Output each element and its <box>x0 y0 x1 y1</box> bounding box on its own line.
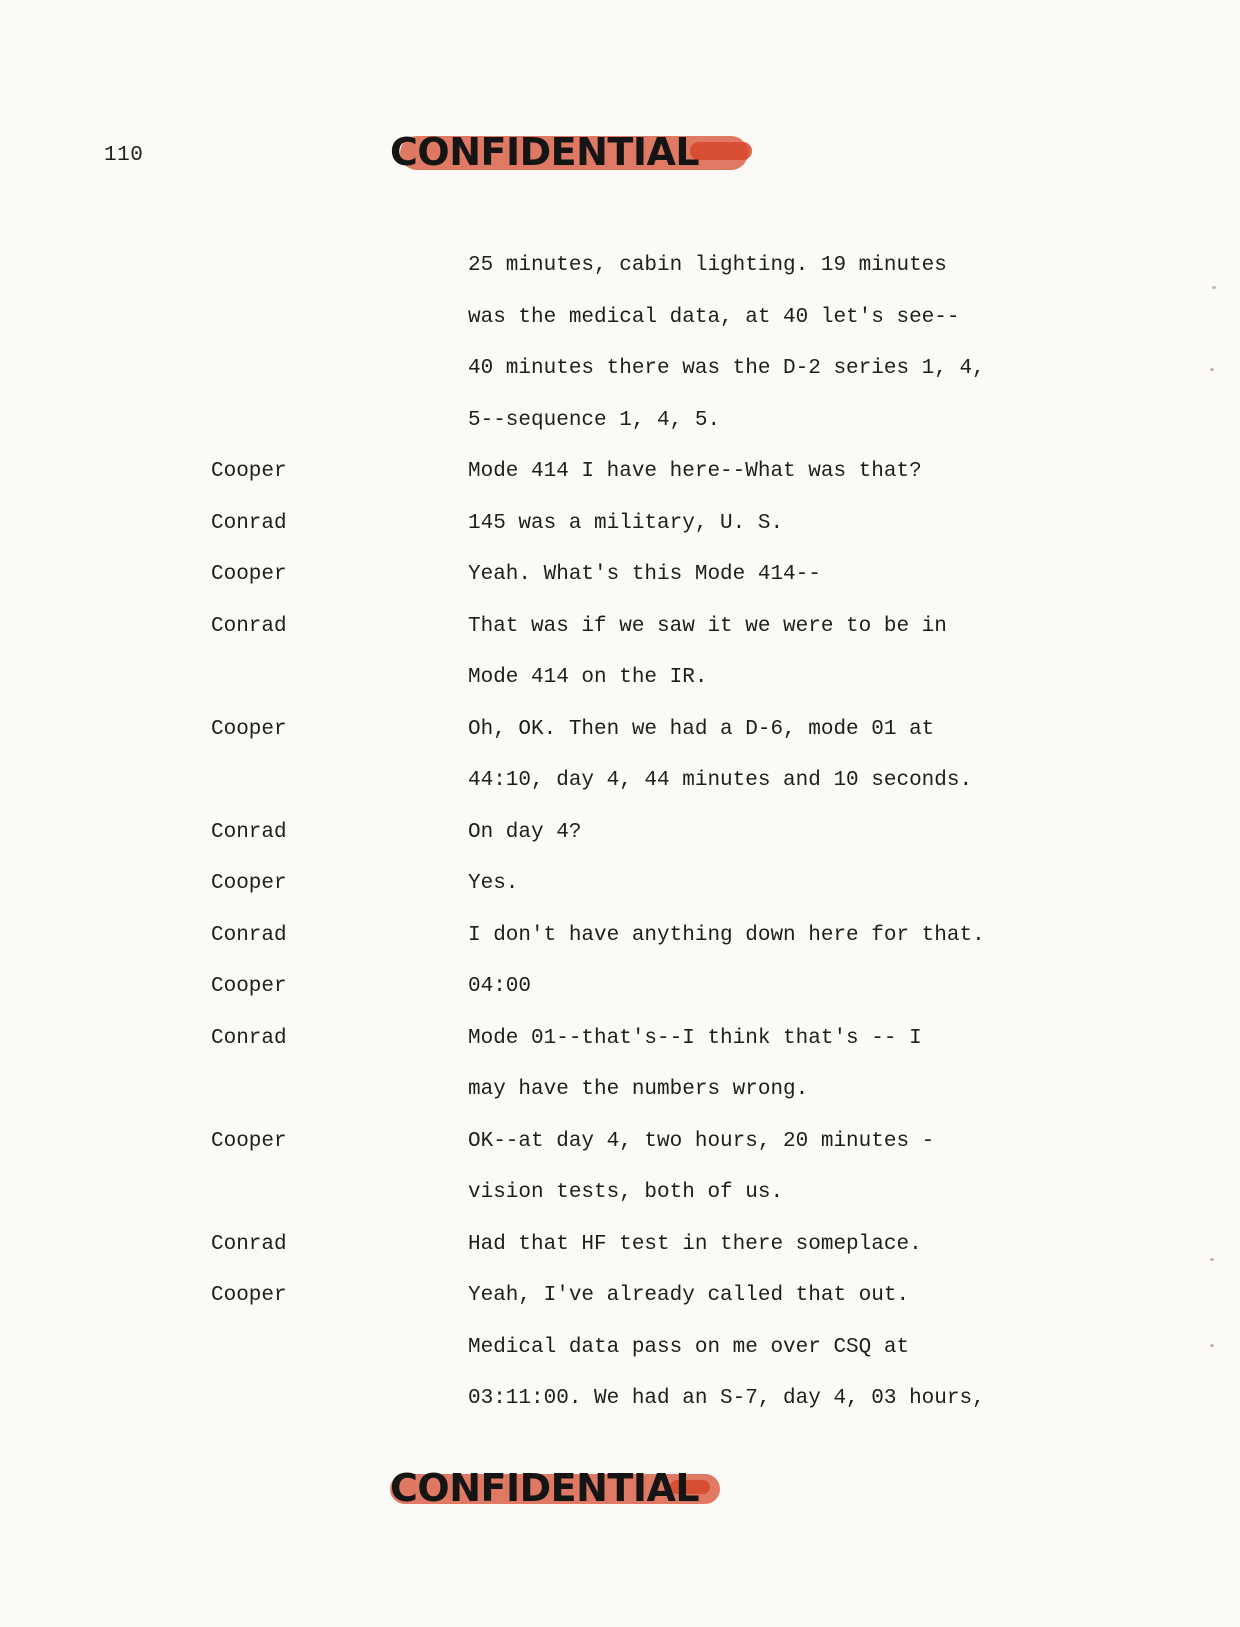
paper-speck <box>1212 286 1216 289</box>
speaker-name: Cooper <box>211 872 287 895</box>
speaker-name: Conrad <box>211 1232 287 1256</box>
paper-speck <box>1210 368 1214 371</box>
dialogue-text: OK--at day 4, two hours, 20 minutes - <box>468 1129 935 1153</box>
speaker-name: Conrad <box>211 1026 287 1050</box>
dialogue-text: Yes. <box>468 872 519 895</box>
dialogue-text: vision tests, both of us. <box>468 1181 784 1204</box>
dialogue-text: Oh, OK. Then we had a D-6, mode 01 at <box>468 717 935 741</box>
transcript-line <box>0 807 1240 859</box>
dialogue-text: 5--sequence 1, 4, 5. <box>468 408 721 432</box>
transcript-line <box>0 1064 1240 1116</box>
transcript-line <box>0 395 1240 447</box>
confidential-stamp-top <box>390 124 760 180</box>
dialogue-text: 145 was a military, U. S. <box>468 511 784 535</box>
speaker-name: Conrad <box>211 511 287 535</box>
transcript-line <box>0 343 1240 395</box>
speaker-name: Conrad <box>211 614 287 638</box>
speaker-name: Conrad <box>211 820 287 844</box>
dialogue-text: was the medical data, at 40 let's see-- <box>468 305 960 329</box>
dialogue-text: 44:10, day 4, 44 minutes and 10 seconds. <box>468 769 973 792</box>
dialogue-text: 40 minutes there was the D-2 series 1, 4, <box>468 357 985 380</box>
transcript-line <box>0 961 1240 1013</box>
paper-speck <box>1210 1344 1214 1347</box>
dialogue-text: Mode 414 on the IR. <box>468 666 708 689</box>
transcript-line <box>0 1373 1240 1425</box>
transcript-line <box>0 498 1240 550</box>
transcript-line <box>0 755 1240 807</box>
dialogue-text: Mode 414 I have here--What was that? <box>468 460 922 483</box>
speaker-name: Cooper <box>211 460 287 483</box>
speaker-name: Cooper <box>211 717 287 741</box>
paper-speck <box>1210 1258 1214 1261</box>
dialogue-text: That was if we saw it we were to be in <box>468 614 947 638</box>
transcript-line <box>0 240 1240 292</box>
transcript-line <box>0 292 1240 344</box>
dialogue-text: 04:00 <box>468 975 532 998</box>
confidential-stamp-bottom-text: CONFIDENTIAL <box>390 1466 700 1510</box>
dialogue-text: On day 4? <box>468 820 582 844</box>
speaker-name: Conrad <box>211 923 287 947</box>
transcript-line <box>0 1013 1240 1065</box>
transcript-line <box>0 601 1240 653</box>
dialogue-text: Medical data pass on me over CSQ at <box>468 1335 910 1359</box>
dialogue-text: Yeah, I've already called that out. <box>468 1284 910 1307</box>
transcript-line <box>0 1270 1240 1322</box>
transcript-line <box>0 1322 1240 1374</box>
speaker-name: Cooper <box>211 1284 287 1307</box>
dialogue-text: I don't have anything down here for that. <box>468 923 985 947</box>
dialogue-text: 03:11:00. We had an S-7, day 4, 03 hours, <box>468 1387 985 1410</box>
transcript-line <box>0 652 1240 704</box>
dialogue-text: Mode 01--that's--I think that's -- I <box>468 1026 922 1050</box>
confidential-stamp-bottom <box>390 1460 760 1516</box>
transcript-line <box>0 704 1240 756</box>
transcript-line <box>0 1167 1240 1219</box>
speaker-name: Cooper <box>211 563 287 586</box>
transcript-line <box>0 910 1240 962</box>
dialogue-text: Had that HF test in there someplace. <box>468 1232 922 1256</box>
transcript-line <box>0 446 1240 498</box>
transcript-line <box>0 549 1240 601</box>
dialogue-text: 25 minutes, cabin lighting. 19 minutes <box>468 254 947 277</box>
dialogue-text: Yeah. What's this Mode 414-- <box>468 563 821 586</box>
speaker-name: Cooper <box>211 975 287 998</box>
confidential-stamp-top-text: CONFIDENTIAL <box>390 130 700 174</box>
transcript-line <box>0 1219 1240 1271</box>
speaker-name: Cooper <box>211 1129 287 1153</box>
transcript-line <box>0 1116 1240 1168</box>
transcript-line <box>0 858 1240 910</box>
dialogue-text: may have the numbers wrong. <box>468 1078 809 1101</box>
page-number: 110 <box>104 144 144 167</box>
